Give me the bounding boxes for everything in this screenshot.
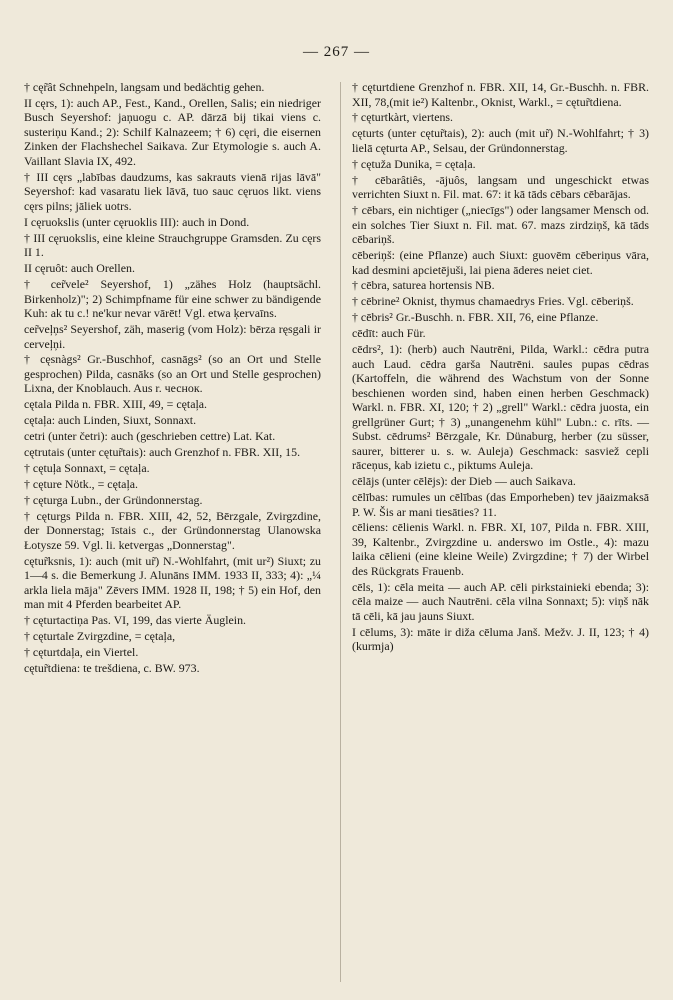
page-number: — 267 — [303, 44, 370, 60]
right-column [352, 80, 649, 655]
dictionary-entry: † III cęrs „labības daudzums, kas sakrauts vienā rijas lāvā" Seyershof: kad vasaratu liek lāvā, tuo sauc cęruos likt. viens cęrs pilns; jāliek uotrs. [24, 169, 321, 213]
dictionary-entry: cēberiņš: (eine Pflanze) auch Siuxt: guovēm cēberiņus vāra, kad desmini apcietējuši, lai piena āderes neiet ciet. [352, 248, 649, 277]
dictionary-entry: II cęrs, 1): auch AP., Fest., Kand., Orellen, Salis; ein niedriger Busch Seyershof: jaņuogu c. AP. dārzā bij tikai viens c. susteriņu Kand.; 2): Schilf Kalnazeem; † 6) cęri, die eisernen Zinken der Flachshechel Saikava. Zur Etymologie s. auch A. Vaillant Slavia IX, 492. [24, 95, 321, 168]
left-column [24, 80, 321, 677]
dictionary-entry: cēlības: rumules un cēlības (das Emporheben) tev jāaizmaksā P. W. Šis ar mani tiesāties? 11. [352, 490, 649, 519]
dictionary-entry: cēls, 1): cēla meita — auch AP. cēli pirkstainieki ebenda; 3): cēla maize — auch Nautrēni. cēla vilna Sonnaxt; 5): viņš nāk tā cēli, kā jau jauns Siuxt. [352, 579, 649, 623]
dictionary-entry: cętur̃tdiena: te trešdiena, c. BW. 973. [24, 660, 200, 675]
dictionary-entry: cer̃veļņs² Seyershof, zäh, maserig (vom Holz): bērza ręsgali ir cerveļņi. [24, 321, 321, 351]
dictionary-entry: † cēbrine² Oknist, thymus chamaedrys Fries. Vgl. cēberiņš. [352, 294, 634, 309]
dictionary-entry: † cēbris² Gr.-Buschh. n. FBR. XII, 76, eine Pflanze. [352, 310, 599, 325]
dictionary-entry: † cęturtactiņa Pas. VI, 199, das vierte Äuglein. [24, 613, 247, 628]
dictionary-entry: † cęturtdaļa, ein Viertel. [24, 644, 139, 659]
dictionary-entry: † III cęruokslis, eine kleine Strauchgruppe Gramsden. Zu cęrs II 1. [24, 230, 321, 260]
dictionary-entry: cēdrs², 1): (herb) auch Nautrēni, Pilda, Warkl.: cēdra putra auch Laud. cēdra garša Nautrēni. saules pupas cēdras (Kartoffeln, die während des Wachstum von der Sonne beschienen worden sind, haben einen herben Geschmack) Warkl. n. FBR. XI, 120; † 2) „grell" Warkl.: cēdra juosta, ein grellgrüner Gurt; † 3) „unangenehm kühl" Lubn.: c. rīts. — Subst. cēdrums² Bērzgale, Kr. Dünaburg, herber (zu süsser, saurer, bitterer u. s. w. Auleja) Geschmack: sasviež cepli rāceņus, kab izietu c., piktums Auleja. [352, 342, 649, 473]
dictionary-entry: † cęture Nötk., = cętaļa. [24, 476, 139, 491]
dictionary-entry: cętala Pilda n. FBR. XIII, 49, = cętaļa. [24, 397, 208, 412]
dictionary-entry: † cęr̃ât Schnehpeln, langsam und bedächtig gehen. [24, 80, 265, 94]
dictionary-entry: II cęruôt: auch Orellen. [24, 261, 135, 276]
dictionary-entry: † cęturgs Pilda n. FBR. XIII, 42, 52, Bērzgale, Zvirgzdine, der Donnerstag; īstais c., der Gründonnerstag Ulanowska Łotysze 59. Vgl. li. ketvergas „Donnerstag". [24, 508, 321, 552]
dictionary-entry: † cēbarâtiês, -ājuôs, langsam und ungeschickt etwas verrichten Siuxt n. Fil. mat. 67: it kā tāds cēbars cēbarājas. [352, 172, 649, 202]
dictionary-entry: † cętuļa Sonnaxt, = cętaļa. [24, 460, 150, 475]
dictionary-entry: † cēbra, saturea hortensis NB. [352, 278, 495, 293]
dictionary-entry: † cęsnàgs² Gr.-Buschhof, casnāgs² (so an Ort und Stelle gesprochen) Pilda, casnāks (so an Ort und Stelle gesprochen) Lixna, der Knoblauch. Aus r. чеснок. [24, 352, 321, 396]
dictionary-entry: † cęturtale Zvirgzdine, = cętaļa, [24, 628, 176, 643]
dictionary-entry: cętrutais (unter cętur̃tais): auch Grenzhof n. FBR. XII, 15. [24, 445, 301, 460]
dictionary-entry: † cēbars, ein nichtiger („niecīgs") oder langsamer Mensch od. ein solches Tier Siuxt n. Fil. mat. 67. mazs zirdziņš, kā tāds cēbariņš. [352, 203, 649, 247]
dictionary-entry: I cęruokslis (unter cęruoklis III): auch in Dond. [24, 214, 250, 229]
dictionary-entry: † cęturtdiene Grenzhof n. FBR. XII, 14, Gr.-Buschh. n. FBR. XII, 78,(mit ie²) Kaltenbr., Oknist, Warkl., = cętur̃tdiena. [352, 80, 649, 109]
dictionary-entry: † cęturtkàrt, viertens. [352, 110, 454, 125]
dictionary-entry: † cer̃vele² Seyershof, 1) „zähes Holz (hauptsächl. Birkenholz)"; 2) Schimpfname für eine schwer zu bändigende Kuh: ak tu c.! ne'kur nevar vārēt! Vgl. etwa ķervaīns. [24, 277, 321, 321]
dictionary-entry: † cęturga Lubn., der Gründonnerstag. [24, 492, 203, 507]
dictionary-entry: I cēlums, 3): māte ir diža cēluma Janš. Mežv. J. II, 123; † 4) (kurmja) [352, 624, 649, 654]
dictionary-entry: cēlājs (unter cēlējs): der Dieb — auch Saikava. [352, 474, 576, 489]
dictionary-entry: cēliens: cēlienis Warkl. n. FBR. XI, 107, Pilda n. FBR. XIII, 39, Kaltenbr., Zvirgzdine u. anderswo im Ostle., 4): mazu laika cēlieni (eine kleine Weile) Zvirgzdine; † 7) der Wirbel des Rückgrats Frauenb. [352, 520, 649, 578]
dictionary-entry: cętaļa: auch Linden, Siuxt, Sonnaxt. [24, 413, 197, 428]
dictionary-entry: cęturts (unter cętur̃tais), 2): auch (mit ur̃) N.-Wohlfahrt; † 3) lielā cęturta AP., Selsau, der Gründonnerstag. [352, 126, 649, 155]
dictionary-entry: cetri (unter četri): auch (geschrieben cettre) Lat. Kat. [24, 429, 276, 444]
column-divider [340, 82, 341, 982]
dictionary-entry: † cętuža Dunika, = cętaļa. [352, 156, 476, 171]
dictionary-entry: cętur̃ksnis, 1): auch (mit ur̃) N.-Wohlfahrt, (mit ur²) Siuxt; zu 1—4 s. die Bemerkung J. Alunāns IMM. 1933 II, 333; 4): „¼ arklа liela māja" Zēvers IMM. 1928 II, 198; † 5) ein Hof, den man mit 4 Pferden bearbeitet AP. [24, 553, 321, 612]
dictionary-entry: cēdīt: auch Für. [352, 326, 426, 341]
